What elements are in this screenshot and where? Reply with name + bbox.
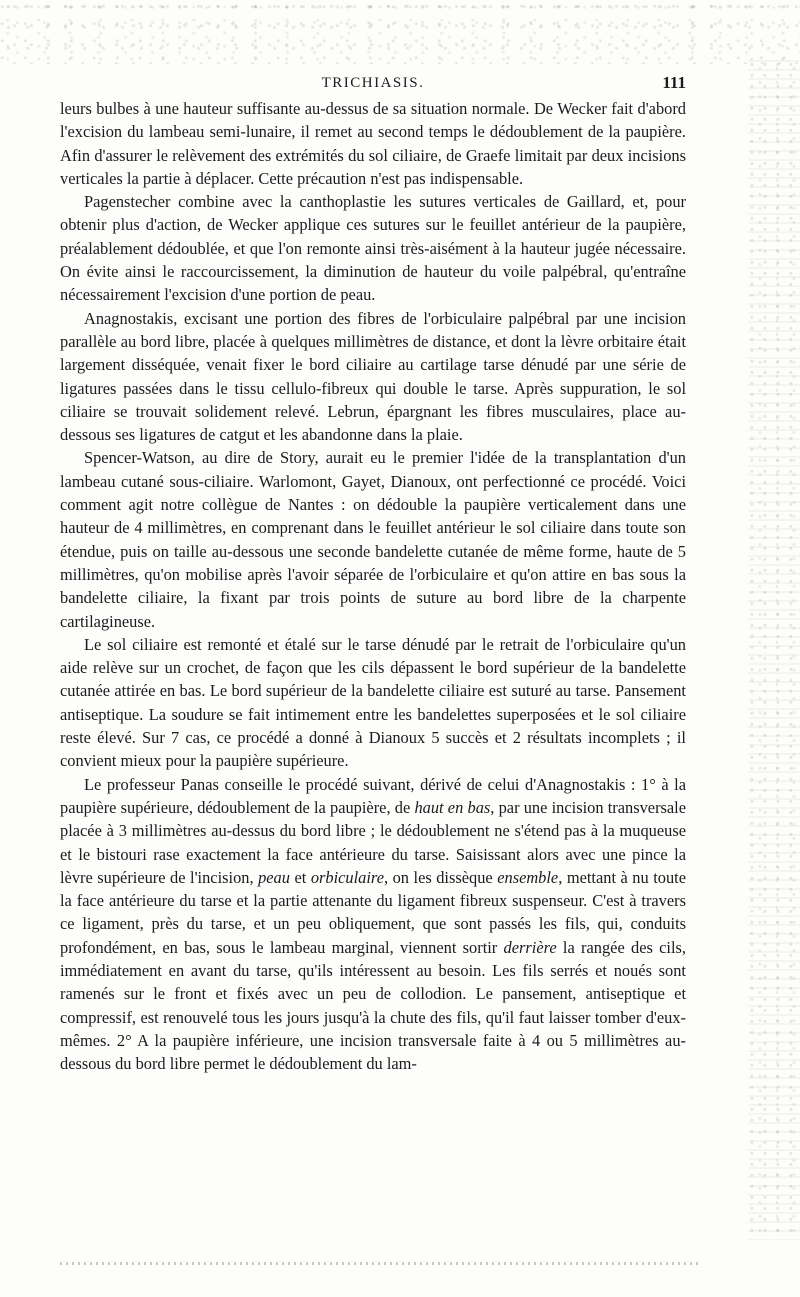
- paragraph: [60, 633, 686, 773]
- scan-noise-right-margin: [748, 60, 800, 1240]
- text-segment: Le professeur Panas conseille le procédé suivant, dérivé de celui d'Anagnostakis : 1° à la paupière supérieure, dédoublement de la paupière, de: [60, 774, 686, 817]
- italic-segment: orbiculaire: [310, 867, 384, 887]
- body-text: [60, 97, 686, 1075]
- paragraph: [60, 97, 686, 190]
- text-segment: Spencer-Watson, au dire de Story, aurait eu le premier l'idée de la transplantation d'un lambeau cutané sous-ciliaire. Warlomont, Gayet, Dianoux, ont perfectionné ce procédé. Voici comment agit notre collègue de Nantes : on dédouble la paupière verticalement dans une hauteur de 4 millimètres, en comprenant dans le feuillet antérieur le sol ciliaire dans toute son étendue, puis on taille au-dessous une seconde bandelette cutanée de même forme, haute de 5 millimètres, qu'on mobilise après l'avoir séparée de l'orbiculaire et qu'on attire en bas sous la bandelette ciliaire, la fixant par trois points de suture au bord libre de la charpente cartilagineuse.: [60, 448, 686, 631]
- paragraph: [60, 773, 686, 1076]
- text-segment: , mettant à nu toute la face antérieure du tarse et la partie attenante du ligament fibreux suspenseur. C'est à travers ce ligament, près du tarse, et un peu obliquement, que sont passés les fils, qui, conduits profondément, en bas, sous le lambeau marginal, viennent sortir: [60, 867, 686, 957]
- italic-segment: ensemble: [497, 867, 559, 887]
- text-segment: et: [289, 867, 311, 887]
- text-segment: leurs bulbes à une hauteur suffisante au-dessus de sa situation normale. De Wecker fait d'abord l'excision du lambeau semi-lunaire, il remet au second temps le dédoublement de la paupière. Afin d'assurer le relèvement des extrémités du sol ciliaire, de Graefe limitait par deux incisions verticales la partie à déplacer. Cette précaution n'est pas indispensable.: [60, 99, 686, 188]
- text-segment: Pagenstecher combine avec la canthoplastie les sutures verticales de Gaillard, et, pour obtenir plus d'action, de Wecker applique ces sutures sur le feuillet antérieur de la paupière, préalablement dédoublée, et que l'on remonte ainsi très-aisément à la hauteur jugée nécessaire. On évite ainsi le raccourcissement, la diminution de hauteur du voile palpébral, qu'entraîne nécessairement l'excision d'une portion de peau.: [60, 192, 686, 305]
- text-segment: , par une incision transversale placée à 3 millimètres au-dessus du bord libre ; le dédoublement ne s'étend pas à la muqueuse et le bistouri rase exactement la face antérieure du tarse. Saisissant alors avec une pince la lèvre supérieure de l'incision,: [60, 797, 687, 887]
- italic-segment: haut en bas: [414, 797, 491, 817]
- scan-noise-bottom: [60, 1262, 700, 1265]
- page-number: 111: [662, 73, 686, 92]
- running-title: TRICHIASIS.: [321, 75, 425, 91]
- text-segment: la rangée des cils, immédiatement en avant du tarse, qu'ils intéressent au besoin. Les fils serrés et noués sont ramenés sur le front et fixés avec un peu de collodion. Le pansement, antiseptique et compressif, est renouvelé tous les jours jusqu'à la chute des fils, qu'il faut laisser tomber d'eux-mêmes. 2° A la paupière inférieure, une incision transversale faite à 4 ou 5 millimètres au-dessous du bord libre permet le dédoublement du lam-: [60, 937, 686, 1074]
- scan-noise-top: [0, 0, 800, 64]
- italic-segment: peau: [258, 867, 290, 887]
- paragraph: [60, 446, 686, 632]
- paragraph: [60, 190, 686, 306]
- text-segment: Anagnostakis, excisant une portion des fibres de l'orbiculaire palpébral par une incision parallèle au bord libre, placée à quelques millimètres de distance, et dont la lèvre orbitaire était largement disséquée, venait fixer le bord ciliaire au cartilage tarse dénudé par une série de ligatures passées dans le tissu cellulo-fibreux qui double le tarse. Après suppuration, le sol ciliaire se trouvait solidement relevé. Lebrun, épargnant les fibres musculaires, place au-dessous ses ligatures de catgut et les abandonne dans la plaie.: [60, 308, 686, 445]
- text-segment: Le sol ciliaire est remonté et étalé sur le tarse dénudé par le retrait de l'orbiculaire qu'un aide relève sur un crochet, de façon que les cils dépassent le bord supérieur de la bandelette cutanée attirée en bas. Le bord supérieur de la bandelette ciliaire est suturé au tarse. Pansement antiseptique. La soudure se fait intimement entre les bandelettes superposées et le sol ciliaire reste élevé. Sur 7 cas, ce procédé a donné à Dianoux 5 succès et 2 résultats incomplets ; il convient mieux pour la paupière supérieure.: [60, 634, 686, 771]
- text-segment: , on les dissèque: [383, 867, 498, 887]
- paragraph: [60, 307, 686, 447]
- italic-segment: derrière: [503, 937, 557, 957]
- running-head: [60, 73, 686, 95]
